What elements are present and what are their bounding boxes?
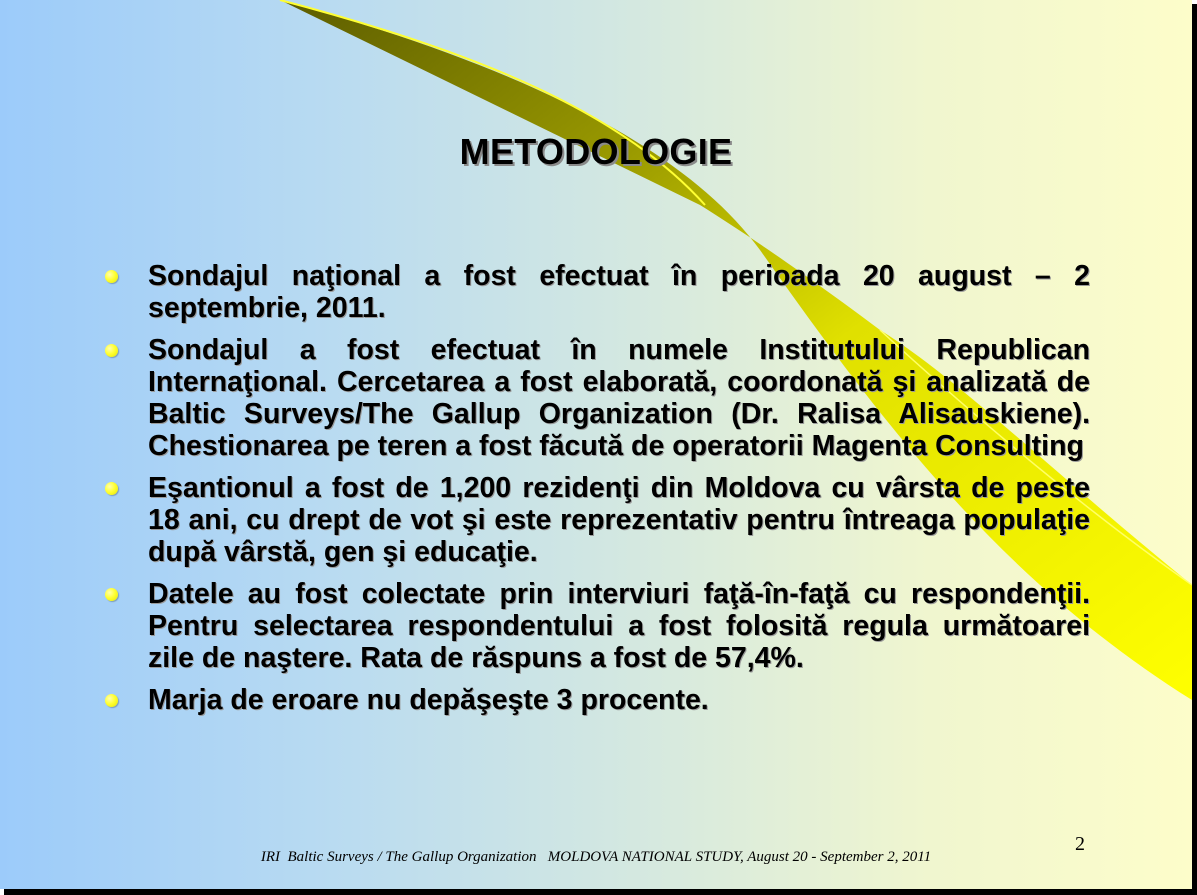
bullet-text: Sondajul naţional a fost efectuat în perioada 20 august – 2 septembrie, 2011. [148, 260, 1090, 324]
bullet-item [100, 260, 1090, 324]
yellow-dot-icon [105, 482, 118, 495]
bullet-text: Datele au fost colectate prin interviuri faţă-în-faţă cu respondenţii. Pentru selectarea respondentului a fost folosită regula următoarei zile de naştere. Rata de răspuns a fost de 57,4%. [148, 578, 1090, 674]
bullet-item [100, 578, 1090, 674]
yellow-dot-icon [105, 344, 118, 357]
bullet-item [100, 684, 1090, 716]
slide-footer: IRI Baltic Surveys / The Gallup Organization MOLDOVA NATIONAL STUDY, August 20 - September 2, 2011 [260, 849, 932, 865]
bullet-list [100, 260, 1090, 726]
bullet-item [100, 472, 1090, 568]
slide-shadow-right [1192, 4, 1197, 895]
bullet-text: Marja de eroare nu depăşeşte 3 procente. [148, 684, 709, 716]
slide-shadow-bottom [4, 889, 1197, 895]
page-number: 2 [1075, 833, 1085, 855]
yellow-dot-icon [105, 694, 118, 707]
slide-title: METODOLOGIE [459, 131, 733, 172]
yellow-dot-icon [105, 588, 118, 601]
bullet-text: Sondajul a fost efectuat în numele Institutului Republican Internaţional. Cercetarea a fost elaborată, coordonată şi analizată de Baltic Surveys/The Gallup Organization (Dr. Ralisa Alisauskiene). Chestionarea pe teren a fost făcută de operatorii Magenta Consulting [148, 334, 1090, 462]
bullet-item [100, 334, 1090, 462]
bullet-text: Eşantionul a fost de 1,200 rezidenţi din Moldova cu vârsta de peste 18 ani, cu drept de vot şi este reprezentativ pentru întreaga populaţie după vârstă, gen şi educaţie. [148, 472, 1090, 568]
yellow-dot-icon [105, 270, 118, 283]
